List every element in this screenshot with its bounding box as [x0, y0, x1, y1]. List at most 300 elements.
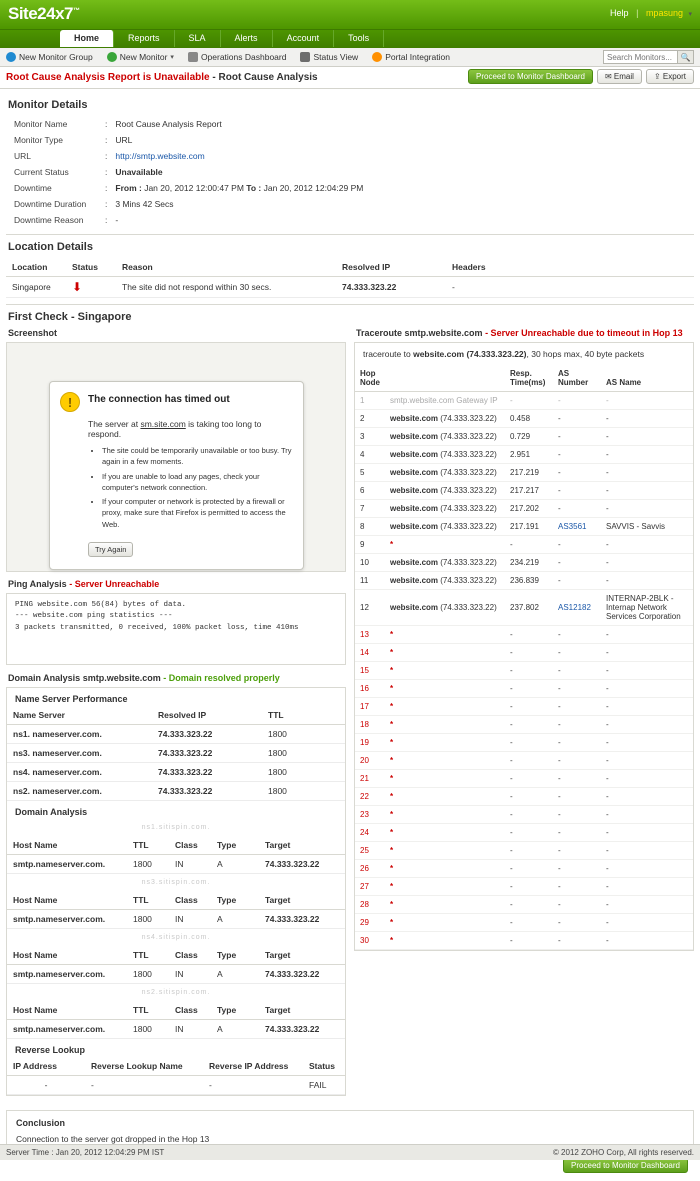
new-monitor-button[interactable]	[107, 52, 174, 62]
traceroute-status: - Server Unreachable due to timeout in Hop 13	[485, 328, 683, 338]
cell-host: smtp.nameserver.com.	[7, 855, 127, 874]
cell-asname: -	[601, 932, 693, 950]
cell-hop-node: website.com (74.333.323.22)	[385, 590, 505, 626]
cell-ttl: 1800	[127, 910, 169, 929]
name-server-table	[7, 706, 345, 801]
status-view-label: Status View	[313, 52, 359, 62]
cell-hop-node: website.com (74.333.323.22)	[385, 554, 505, 572]
table-row	[6, 116, 694, 132]
cell-hop-number: 8	[355, 518, 385, 536]
col-ttl: TTL	[127, 1001, 169, 1020]
table-row	[355, 410, 693, 428]
cell-headers: -	[446, 277, 694, 298]
cell-hop-node: *	[385, 824, 505, 842]
cell-time: -	[505, 914, 553, 932]
tab-account[interactable]: Account	[273, 30, 335, 47]
cell-time: 217.202	[505, 500, 553, 518]
right-column	[354, 328, 694, 1102]
cell-asname: -	[601, 896, 693, 914]
cell-time: 217.217	[505, 482, 553, 500]
cell-time: -	[505, 716, 553, 734]
chevron-down-icon[interactable]: ▾	[170, 54, 174, 61]
monitor-icon	[107, 52, 117, 62]
cell-asname: -	[601, 698, 693, 716]
ping-line: 3 packets transmitted, 0 received, 100% packet loss, time 410ms	[15, 623, 299, 632]
cell-resolved-ip: 74.333.323.22	[152, 744, 262, 763]
export-label: Export	[662, 72, 686, 81]
export-button[interactable]: ⇪ Export	[646, 69, 694, 84]
table-header-row	[7, 891, 345, 910]
cell-hop-node: website.com (74.333.323.22)	[385, 410, 505, 428]
cell-resolved-ip: 74.333.323.22	[336, 277, 446, 298]
traceroute-title: Traceroute smtp.website.com	[356, 328, 483, 338]
cell-asname: -	[601, 392, 693, 410]
cell-hop-number: 14	[355, 644, 385, 662]
cell-hop-node: *	[385, 806, 505, 824]
ping-line: --- website.com ping statistics ---	[15, 612, 173, 621]
cell-ttl: 1800	[262, 763, 345, 782]
monitor-details-heading: Monitor Details	[8, 99, 88, 111]
cell-time: 2.951	[505, 446, 553, 464]
cell-asn: -	[553, 788, 601, 806]
cell-asname: -	[601, 842, 693, 860]
cell-hop-number: 3	[355, 428, 385, 446]
table-header-row	[6, 258, 694, 277]
table-row	[7, 965, 345, 984]
top-right-links	[610, 8, 692, 18]
cell-time: -	[505, 752, 553, 770]
table-row	[355, 716, 693, 734]
cell-hop-node: *	[385, 914, 505, 932]
cell-asn: -	[553, 914, 601, 932]
table-row	[355, 806, 693, 824]
cell-target: 74.333.323.22	[259, 910, 345, 929]
cell-ttl: 1800	[262, 725, 345, 744]
table-row	[355, 914, 693, 932]
traceroute-summary-post: , 30 hops max, 40 byte packets	[526, 349, 645, 359]
cell-time: -	[505, 878, 553, 896]
cell-hop-number: 2	[355, 410, 385, 428]
ping-analysis-label	[8, 579, 346, 589]
new-monitor-group-button[interactable]	[6, 52, 93, 62]
cell-hop-node: *	[385, 896, 505, 914]
cell-asn: -	[553, 896, 601, 914]
cell-time: -	[505, 734, 553, 752]
domain-analysis-status: - Domain resolved properly	[163, 673, 280, 683]
location-details-heading: Location Details	[8, 241, 93, 253]
server-time: Server Time : Jan 20, 2012 12:04:29 PM IST	[6, 1148, 165, 1157]
cell-name-server: ns1. nameserver.com.	[7, 725, 152, 744]
cell-time: -	[505, 860, 553, 878]
table-row	[7, 763, 345, 782]
link-separator: |	[636, 8, 639, 18]
as-number-link[interactable]: AS12182	[558, 603, 591, 612]
cell-asname: -	[601, 428, 693, 446]
table-row	[6, 277, 694, 298]
cell-time: 236.839	[505, 572, 553, 590]
traceroute-label	[356, 328, 694, 338]
monitor-url-link[interactable]: http://smtp.website.com	[115, 151, 205, 161]
table-row	[355, 464, 693, 482]
traceroute-summary	[355, 343, 693, 365]
col-reverse-ip-address: Reverse IP Address	[203, 1057, 303, 1076]
cell-asname: -	[601, 806, 693, 824]
table-row	[355, 500, 693, 518]
email-button[interactable]: ✉ Email	[597, 69, 642, 84]
cell-reverse-name: -	[85, 1076, 203, 1095]
cell-asname: -	[601, 644, 693, 662]
label-url: URL	[14, 151, 32, 161]
col-as-number: AS Number	[553, 365, 601, 392]
search-input[interactable]	[603, 50, 678, 64]
col-host-name: Host Name	[7, 891, 127, 910]
cell-host: smtp.nameserver.com.	[7, 965, 127, 984]
tab-alerts[interactable]: Alerts	[221, 30, 273, 47]
cell-asn: -	[553, 626, 601, 644]
cell-time: -	[505, 536, 553, 554]
operations-dashboard-label: Operations Dashboard	[200, 52, 287, 62]
proceed-to-monitor-dashboard-button[interactable]: Proceed to Monitor Dashboard	[468, 69, 593, 84]
cell-hop-number: 6	[355, 482, 385, 500]
table-row	[355, 572, 693, 590]
col-status: Status	[303, 1057, 345, 1076]
cell-time: 217.191	[505, 518, 553, 536]
cell-asn: -	[553, 446, 601, 464]
col-ip-address: IP Address	[7, 1057, 85, 1076]
domain-analysis-subtitle: Domain Analysis	[15, 807, 88, 817]
cell-hop-number: 21	[355, 770, 385, 788]
cell-target: 74.333.323.22	[259, 965, 345, 984]
colon: :	[105, 119, 108, 129]
cell-time: 237.802	[505, 590, 553, 626]
table-row	[355, 518, 693, 536]
domain-analysis-label	[8, 673, 346, 683]
dns-record-table	[7, 836, 345, 874]
col-status: Status	[66, 258, 116, 277]
table-row	[355, 536, 693, 554]
traceroute-table	[355, 365, 693, 950]
table-row	[355, 392, 693, 410]
cell-class: IN	[169, 855, 211, 874]
traceroute-summary-host: website.com (74.333.323.22)	[413, 349, 527, 359]
cell-name-server: ns2. nameserver.com.	[7, 782, 152, 801]
table-row	[355, 734, 693, 752]
search-box[interactable]	[603, 50, 694, 64]
dialog-server-host: sm.site.com	[140, 419, 186, 429]
cell-asn: -	[553, 662, 601, 680]
screenshot-label: Screenshot	[8, 328, 58, 338]
tab-reports[interactable]: Reports	[114, 30, 175, 47]
cell-asname: -	[601, 464, 693, 482]
table-header-row	[7, 1001, 345, 1020]
col-class: Class	[169, 891, 211, 910]
cell-asname: -	[601, 914, 693, 932]
cell-reverse-ip: -	[203, 1076, 303, 1095]
cell-asname: -	[601, 860, 693, 878]
table-row	[7, 910, 345, 929]
table-header-row	[7, 836, 345, 855]
cell-time: -	[505, 770, 553, 788]
list-item: • If you are unable to load any pages, check your computer's network connection.	[102, 471, 293, 494]
cell-class: IN	[169, 1020, 211, 1039]
value-monitor-name: Root Cause Analysis Report	[115, 119, 222, 129]
col-name-server: Name Server	[7, 706, 152, 725]
cell-asname: -	[601, 770, 693, 788]
cell-asn: -	[553, 806, 601, 824]
table-row	[7, 782, 345, 801]
footer	[0, 1144, 700, 1160]
cell-time: -	[505, 698, 553, 716]
col-type: Type	[211, 1001, 259, 1020]
conclusion-title: Conclusion	[16, 1118, 65, 1128]
colon: :	[105, 199, 108, 209]
cell-asname: SAVVIS - Savvis	[601, 518, 693, 536]
cell-asn: -	[553, 572, 601, 590]
col-class: Class	[169, 946, 211, 965]
cell-asname: INTERNAP-2BLK - Internap Network Services Corporation	[601, 590, 693, 626]
cell-asn: -	[553, 392, 601, 410]
title-dash: -	[212, 72, 216, 83]
table-row	[355, 932, 693, 950]
cell-asn: -	[553, 698, 601, 716]
col-ttl: TTL	[262, 706, 345, 725]
col-reverse-lookup-name: Reverse Lookup Name	[85, 1057, 203, 1076]
colon: :	[105, 135, 108, 145]
table-row	[355, 698, 693, 716]
table-row	[355, 482, 693, 500]
ping-analysis-status: - Server Unreachable	[69, 579, 160, 589]
cell-time: -	[505, 932, 553, 950]
col-type: Type	[211, 946, 259, 965]
cell-hop-node: *	[385, 932, 505, 950]
cell-ip: -	[7, 1076, 85, 1095]
cell-asn	[553, 518, 601, 536]
cell-hop-number: 22	[355, 788, 385, 806]
col-ttl: TTL	[127, 946, 169, 965]
label-current-status: Current Status	[14, 167, 69, 177]
cell-hop-node: website.com (74.333.323.22)	[385, 428, 505, 446]
dashboard-icon	[188, 52, 198, 62]
cell-asname: -	[601, 788, 693, 806]
cell-type: A	[211, 910, 259, 929]
cell-hop-number: 30	[355, 932, 385, 950]
cell-hop-number: 27	[355, 878, 385, 896]
cell-hop-number: 1	[355, 392, 385, 410]
cell-asname: -	[601, 446, 693, 464]
monitor-details-table	[6, 116, 694, 228]
cell-asname: -	[601, 500, 693, 518]
chevron-down-icon[interactable]: ▾	[688, 11, 692, 18]
first-check-heading: First Check - Singapore	[8, 311, 132, 323]
tab-home[interactable]: Home	[60, 30, 114, 47]
cell-asn: -	[553, 554, 601, 572]
ns-image-caption: ns4.sitispin.com.	[141, 934, 211, 941]
cell-hop-number: 11	[355, 572, 385, 590]
cell-ttl: 1800	[127, 855, 169, 874]
ns-image-caption: ns2.sitispin.com.	[141, 989, 211, 996]
reverse-lookup-table	[7, 1057, 345, 1095]
site-logo[interactable]	[8, 4, 80, 24]
cell-hop-node: *	[385, 698, 505, 716]
user-menu[interactable]: mpasung	[645, 8, 683, 18]
table-row	[6, 180, 694, 196]
table-row	[355, 878, 693, 896]
colon: :	[105, 183, 108, 193]
cell-name-server: ns3. nameserver.com.	[7, 744, 152, 763]
table-header-row	[7, 706, 345, 725]
divider	[6, 304, 694, 305]
table-row	[355, 824, 693, 842]
status-icon	[300, 52, 310, 62]
toolbar	[0, 48, 700, 67]
cell-asn: -	[553, 680, 601, 698]
cell-hop-number: 28	[355, 896, 385, 914]
cell-time: 0.458	[505, 410, 553, 428]
col-hop-node: Hop Node	[355, 365, 385, 392]
cell-hop-node: *	[385, 680, 505, 698]
dns-record-table	[7, 1001, 345, 1039]
cell-hop-number: 29	[355, 914, 385, 932]
cell-asname: -	[601, 680, 693, 698]
col-resolved-ip: Resolved IP	[152, 706, 262, 725]
name-server-performance-panel	[6, 687, 346, 1096]
cell-ttl: 1800	[262, 744, 345, 763]
table-row	[6, 148, 694, 164]
cell-asn	[553, 590, 601, 626]
dialog-subtitle	[88, 419, 293, 439]
cell-class: IN	[169, 965, 211, 984]
warning-icon: !	[60, 392, 80, 412]
cell-status: FAIL	[303, 1076, 345, 1095]
cell-asn: -	[553, 500, 601, 518]
value-monitor-type: URL	[115, 135, 133, 145]
cell-asname: -	[601, 572, 693, 590]
cell-hop-number: 7	[355, 500, 385, 518]
search-icon[interactable]: 🔍	[678, 50, 694, 64]
cell-asname: -	[601, 734, 693, 752]
top-bar	[0, 0, 700, 30]
cell-asn: -	[553, 752, 601, 770]
list-item: • The site could be temporarily unavailable or too busy. Try again in a few moments.	[102, 445, 293, 468]
browser-error-dialog	[49, 381, 304, 570]
col-host-name: Host Name	[7, 946, 127, 965]
cell-asn: -	[553, 860, 601, 878]
cell-time: -	[505, 644, 553, 662]
col-type: Type	[211, 836, 259, 855]
ping-output	[6, 593, 346, 665]
tab-tools[interactable]: Tools	[334, 30, 384, 47]
cell-hop-node: *	[385, 770, 505, 788]
portal-integration-button[interactable]	[372, 52, 450, 62]
colon: :	[105, 215, 108, 225]
cell-hop-node: *	[385, 536, 505, 554]
value-downtime-reason: -	[115, 215, 119, 225]
table-row	[6, 164, 694, 180]
cell-hop-node: website.com (74.333.323.22)	[385, 518, 505, 536]
divider	[6, 234, 694, 235]
cell-hop-node: *	[385, 860, 505, 878]
logo-text: Site24x7	[8, 4, 73, 23]
cell-hop-number: 19	[355, 734, 385, 752]
cell-host: smtp.nameserver.com.	[7, 910, 127, 929]
cell-hop-node: *	[385, 842, 505, 860]
new-monitor-label: New Monitor	[119, 52, 168, 62]
cell-time: -	[505, 626, 553, 644]
cell-hop-node: website.com (74.333.323.22)	[385, 464, 505, 482]
cell-hop-node: *	[385, 662, 505, 680]
cell-asname: -	[601, 716, 693, 734]
table-row	[7, 744, 345, 763]
cell-hop-number: 4	[355, 446, 385, 464]
status-view-button[interactable]	[300, 52, 358, 62]
cell-hop-node: website.com (74.333.323.22)	[385, 500, 505, 518]
colon: :	[105, 151, 108, 161]
cell-hop-node: *	[385, 716, 505, 734]
cell-time: 0.729	[505, 428, 553, 446]
dns-record-table	[7, 946, 345, 984]
copyright: © 2012 ZOHO Corp, All rights reserved.	[552, 1148, 694, 1157]
proceed-to-monitor-dashboard-bottom-button[interactable]: Proceed to Monitor Dashboard	[563, 1158, 688, 1173]
cell-asn: -	[553, 824, 601, 842]
logo-tm: ™	[73, 7, 80, 15]
help-link[interactable]: Help	[610, 8, 629, 18]
label-downtime-reason: Downtime Reason	[14, 215, 84, 225]
table-row	[355, 896, 693, 914]
cell-ttl: 1800	[127, 965, 169, 984]
cell-hop-number: 23	[355, 806, 385, 824]
cell-hop-number: 25	[355, 842, 385, 860]
portal-icon	[372, 52, 382, 62]
table-row	[355, 770, 693, 788]
col-target: Target	[259, 836, 345, 855]
cell-name-server: ns4. nameserver.com.	[7, 763, 152, 782]
page-title-bar	[0, 67, 700, 89]
tab-sla[interactable]: SLA	[175, 30, 221, 47]
cell-hop-node: website.com (74.333.323.22)	[385, 572, 505, 590]
name-server-performance-title: Name Server Performance	[15, 694, 128, 704]
table-row	[6, 196, 694, 212]
cell-host: smtp.nameserver.com.	[7, 1020, 127, 1039]
table-row	[6, 212, 694, 228]
cell-asn: -	[553, 932, 601, 950]
cell-time: 234.219	[505, 554, 553, 572]
cell-asname: -	[601, 824, 693, 842]
cell-time: -	[505, 842, 553, 860]
dialog-subtitle-post: is taking too long to respond.	[88, 419, 262, 439]
try-again-button[interactable]: Try Again	[88, 542, 133, 557]
operations-dashboard-button[interactable]	[188, 52, 287, 62]
cell-asn: -	[553, 410, 601, 428]
as-number-link[interactable]: AS3561	[558, 522, 587, 531]
list-item: • If your computer or network is protected by a firewall or proxy, make sure that Firefox is permitted to access the Web.	[102, 496, 293, 530]
table-row	[355, 428, 693, 446]
cell-time: -	[505, 896, 553, 914]
cell-hop-number: 9	[355, 536, 385, 554]
cell-ttl: 1800	[262, 782, 345, 801]
cell-hop-number: 13	[355, 626, 385, 644]
globe-icon	[6, 52, 16, 62]
cell-resolved-ip: 74.333.323.22	[152, 782, 262, 801]
status-down-arrow-icon: ⬇	[66, 277, 116, 298]
dialog-bullet-list	[102, 445, 293, 530]
cell-asn: -	[553, 734, 601, 752]
cell-target: 74.333.323.22	[259, 1020, 345, 1039]
screenshot-panel	[6, 342, 346, 572]
cell-hop-number: 12	[355, 590, 385, 626]
alert-title: Root Cause Analysis Report is Unavailable	[6, 72, 210, 83]
table-header-row	[355, 365, 693, 392]
new-monitor-group-label: New Monitor Group	[19, 52, 93, 62]
